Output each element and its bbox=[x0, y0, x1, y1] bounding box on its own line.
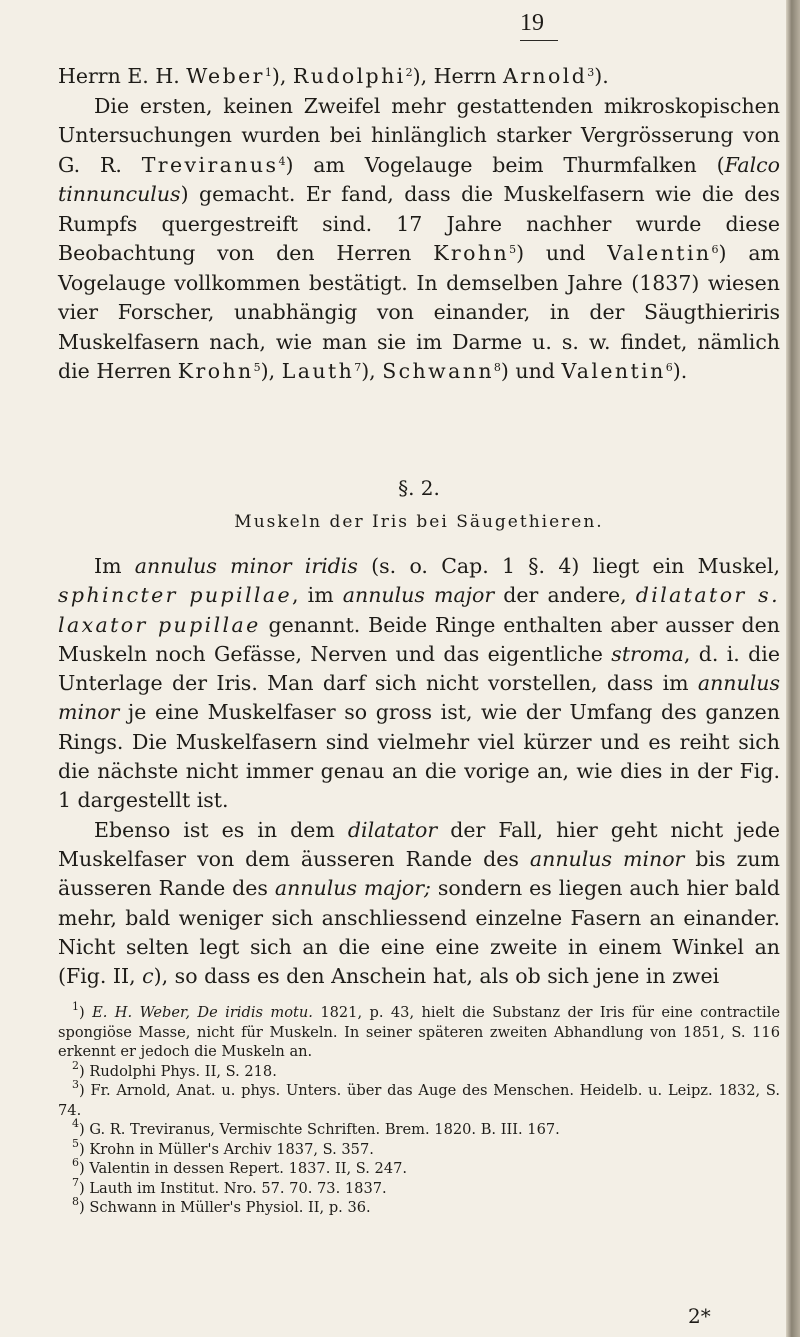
section-body bbox=[58, 552, 780, 991]
footnote: $^6$) Valentin in dessen Repert. 1837. II, S. 247. bbox=[72, 1156, 408, 1177]
opening-paragraph bbox=[58, 62, 780, 387]
footnote: $^3$) Fr. Arnold, Anat. u. phys. Unters. über das Auge des Menschen. Heidelb. u. Leipz. 1832, S. 74. bbox=[58, 1078, 780, 1119]
footnote: $^1$) E. H. Weber, De iridis motu. 1821, p. 43, hielt die Substanz der Iris für eine contractile spongiöse Masse, nicht für Muskeln. In seiner späteren zweiten Abhandlung von 1851, S. 116 erkennt er jedoch die Muskeln an. bbox=[58, 1000, 781, 1060]
footnote: $^5$) Krohn in Müller's Archiv 1837, S. 357. bbox=[72, 1136, 374, 1158]
name-arnold: Arnold bbox=[503, 64, 588, 88]
name-rudolphi: Rudolphi bbox=[292, 64, 406, 88]
header-rule bbox=[520, 40, 558, 41]
paragraph-2: Im annulus minor iridis (s. o. Cap. 1 §. 4) liegt ein Muskel, sphincter pupillae, im annulus major der andere, dilatator s. laxator pupillae genannt. Beide Ringe enthalten aber ausser den Muskeln noch Gefässe, Nerven und das eigentliche stroma, d. i. die Unterlage der Iris. Man darf sich nicht vorstellen, dass im annulus minor je eine Muskelfaser so gross ist, wie der Umfang des ganzen Rings. Die Muskelfasern sind vielmehr viel kürzer und es reiht sich die nächste nicht immer genau an die vorige an, wie dies in der Fig. 1 dargestellt ist. bbox=[58, 554, 780, 813]
section-number: §. 2. bbox=[398, 476, 440, 500]
page-edge bbox=[786, 0, 800, 1337]
page-number: 19 bbox=[520, 10, 544, 36]
section-title: Muskeln der Iris bei Säugethieren. bbox=[234, 512, 604, 532]
footnotes bbox=[58, 1000, 781, 1218]
signature-mark: 2* bbox=[688, 1304, 711, 1328]
name-weber: Weber bbox=[186, 64, 265, 88]
footnote: $^4$) G. R. Treviranus, Vermischte Schriften. Brem. 1820. B. III. 167. bbox=[72, 1117, 560, 1138]
paragraph-3: Ebenso ist es in dem dilatator der Fall, hier geht nicht jede Muskelfaser von dem äusseren Rande des annulus minor bis zum äusseren Rande des annulus major; sondern es liegen auch hier bald mehr, bald weniger sich anschliessend einzelne Fasern an einander. Nicht selten legt sich an die eine eine zweite in einem Winkel an (Fig. II, c), so dass es den Anschein hat, als ob sich jene in zwei bbox=[58, 817, 780, 989]
footnote: $^8$) Schwann in Müller's Physiol. II, p. 36. bbox=[72, 1195, 371, 1216]
top-line: Herrn E. H. Weber$^1$), Rudolphi$^2$), Herrn Arnold$^3$). bbox=[58, 64, 609, 88]
paragraph-1: Die ersten, keinen Zweifel mehr gestattenden mikroskopischen Untersuchungen wurden bei hinlänglich starker Vergrösserung von G. R. Treviranus$^4$) am Vogelauge beim Thurmfalken (Falco tinnunculus) gemacht. Er fand, dass die Muskelfasern wie die des Rumpfs quergestreift sind. 17 Jahre nachher wurde diese Beobachtung von den Herren Krohn$^5$) und Valentin$^6$) am Vogelauge vollkommen bestätigt. In demselben Jahre (1837) wiesen vier Forscher, unabhängig von einander, in der Säugthieriris Muskelfasern nach, wie man sie im Darme u. s. w. findet, nämlich die Herren Krohn$^5$), Lauth$^7$), Schwann$^8$) und Valentin$^6$). bbox=[58, 93, 780, 383]
footnote: $^7$) Lauth im Institut. Nro. 57. 70. 73. 1837. bbox=[72, 1175, 387, 1197]
footnote: $^2$) Rudolphi Phys. II, S. 218. bbox=[72, 1058, 277, 1080]
